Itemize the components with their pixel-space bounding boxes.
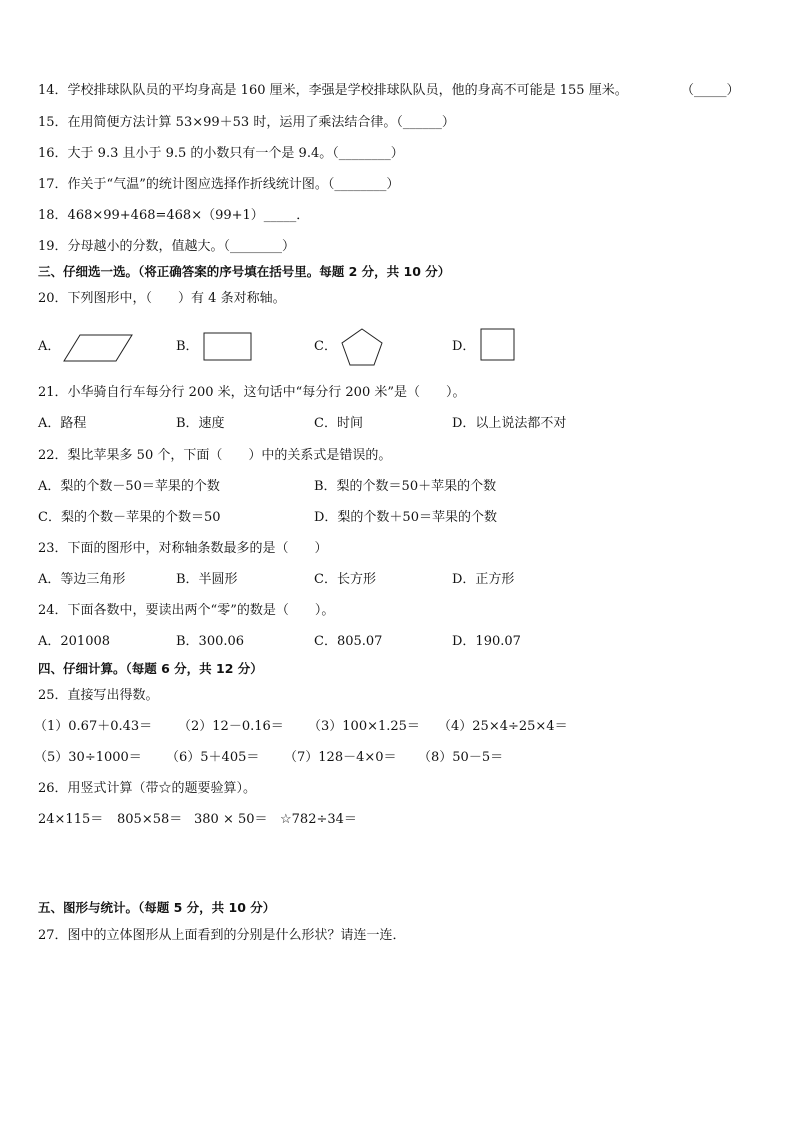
pentagon-icon xyxy=(340,327,384,367)
question-26-stem: 26．用竖式计算（带☆的题要验算）。 xyxy=(38,781,257,796)
option-d-label: D． xyxy=(452,339,476,354)
option-b: B．半圆形 xyxy=(176,572,238,587)
question-16 xyxy=(38,146,404,162)
vertical-calc-3: 380 × 50＝ xyxy=(194,812,268,827)
question-23-stem: 23．下面的图形中，对称轴条数最多的是（ ） xyxy=(38,541,328,556)
calc-item-3: （3）100×1.25＝ xyxy=(308,719,420,734)
vertical-calc-4: ☆782÷34＝ xyxy=(280,812,357,827)
question-number: 18． xyxy=(38,208,68,223)
parallelogram-icon xyxy=(62,333,134,363)
question-text: 学校排球队队员的平均身高是 160 厘米，李强是学校排球队队员，他的身高不可能是 155 厘米。 xyxy=(67,83,628,98)
option-b: B．梨的个数＝50＋苹果的个数 xyxy=(314,479,497,494)
option-c: C．梨的个数－苹果的个数＝50 xyxy=(38,510,221,525)
question-text: 大于 9.3 且小于 9.5 的小数只有一个是 9.4。（________） xyxy=(67,146,404,161)
vertical-calc-1: 24×115＝ xyxy=(38,812,104,827)
question-21-stem: 21．小华骑自行车每分行 200 米，这句话中“每分行 200 米”是（ ）。 xyxy=(38,385,466,400)
option-d: D．以上说法都不对 xyxy=(452,416,567,431)
rectangle-icon xyxy=(203,332,253,362)
calc-item-5: （5）30÷1000＝ xyxy=(34,750,142,765)
question-18 xyxy=(38,208,309,224)
question-17 xyxy=(38,177,399,193)
question-number: 15． xyxy=(38,115,68,130)
question-15 xyxy=(38,115,455,131)
option-c: C．805.07 xyxy=(314,634,383,649)
question-number: 19． xyxy=(38,239,68,254)
calc-item-7: （7）128－4×0＝ xyxy=(284,750,397,765)
question-number: 14． xyxy=(38,83,68,98)
calc-item-1: （1）0.67＋0.43＝ xyxy=(34,719,153,734)
option-d: D．190.07 xyxy=(452,634,521,649)
calc-item-6: （6）5＋405＝ xyxy=(166,750,260,765)
question-text: 468×99+468=468×（99+1）_____． xyxy=(67,208,310,223)
question-25-stem: 25．直接写出得数。 xyxy=(38,688,159,703)
option-a: A．201008 xyxy=(38,634,111,649)
option-b: B．300.06 xyxy=(176,634,245,649)
option-a-label: A． xyxy=(38,339,61,354)
option-a: A．梨的个数－50＝苹果的个数 xyxy=(38,479,220,494)
option-b: B．速度 xyxy=(176,416,225,431)
square-icon xyxy=(480,328,516,362)
option-c: C．长方形 xyxy=(314,572,376,587)
question-27-stem: 27．图中的立体图形从上面看到的分别是什么形状？请连一连． xyxy=(38,928,406,943)
option-d: D．梨的个数＋50＝苹果的个数 xyxy=(314,510,497,525)
calc-item-2: （2）12－0.16＝ xyxy=(178,719,284,734)
calc-item-4: （4）25×4÷25×4＝ xyxy=(438,719,568,734)
question-number: 17． xyxy=(38,177,68,192)
question-text: 分母越小的分数，值越大。（________） xyxy=(67,239,296,254)
section-title-4: 四、仔细计算。（每题 6 分，共 12 分） xyxy=(38,661,263,676)
question-text: 在用简便方法计算 53×99＋53 时，运用了乘法结合律。（______） xyxy=(67,115,455,130)
option-b-label: B． xyxy=(176,339,199,354)
section-title-5: 五、图形与统计。（每题 5 分，共 10 分） xyxy=(38,900,276,915)
option-c-label: C． xyxy=(314,339,337,354)
question-22-stem: 22．梨比苹果多 50 个，下面（ ）中的关系式是错误的。 xyxy=(38,448,392,463)
vertical-calc-2: 805×58＝ xyxy=(117,812,183,827)
question-text: 作关于“气温”的统计图应选择作折线统计图。（________） xyxy=(67,177,400,192)
question-19 xyxy=(38,239,295,255)
question-24-stem: 24．下面各数中，要读出两个“零”的数是（ ）。 xyxy=(38,603,335,618)
calc-item-8: （8）50－5＝ xyxy=(418,750,504,765)
question-number: 16． xyxy=(38,146,68,161)
answer-blank-14[interactable]: （_____） xyxy=(681,83,740,98)
section-title-3: 三、仔细选一选。（将正确答案的序号填在括号里。每题 2 分，共 10 分） xyxy=(38,264,451,279)
option-a: A．等边三角形 xyxy=(38,572,126,587)
option-a: A．路程 xyxy=(38,416,87,431)
option-d: D．正方形 xyxy=(452,572,515,587)
option-c: C．时间 xyxy=(314,416,363,431)
question-20-stem: 20．下列图形中，（ ）有 4 条对称轴。 xyxy=(38,291,286,306)
question-14 xyxy=(38,83,628,99)
